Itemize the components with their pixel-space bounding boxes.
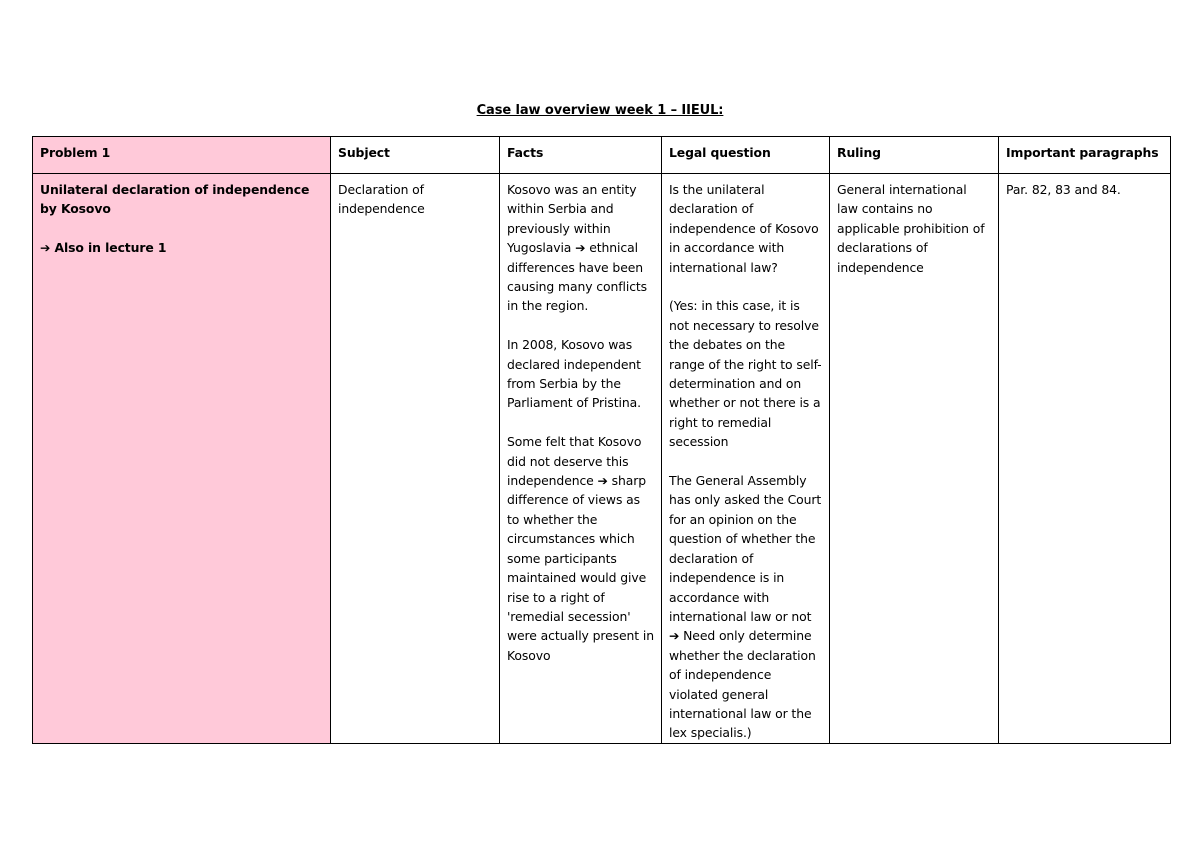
cell-important-paragraphs bbox=[999, 174, 1171, 744]
facts-paragraph: Kosovo was an entity within Serbia and previously within Yugoslavia ➔ ethnical differences have been causing many conflicts in the region. bbox=[507, 182, 648, 314]
header-subject: Subject bbox=[331, 137, 500, 174]
cell-legal-question bbox=[662, 174, 830, 744]
paragraphs-text: Par. 82, 83 and 84. bbox=[1006, 182, 1121, 197]
legal-question-paragraph: Is the unilateral declaration of independence of Kosovo in accordance with international law? bbox=[669, 182, 819, 275]
cell-facts bbox=[500, 174, 662, 744]
subject-text: Declaration of independence bbox=[338, 182, 425, 217]
header-facts: Facts bbox=[500, 137, 662, 174]
legal-question-paragraph: (Yes: in this case, it is not necessary to resolve the debates on the range of the right to self-determination and on whether or not there is a right to remedial secession bbox=[669, 298, 822, 450]
case-law-table bbox=[32, 136, 1171, 744]
header-problem: Problem 1 bbox=[33, 137, 331, 174]
facts-paragraph: In 2008, Kosovo was declared independent from Serbia by the Parliament of Pristina. bbox=[507, 337, 641, 411]
ruling-text: General international law contains no applicable prohibition of declarations of independence bbox=[837, 182, 985, 275]
table-row bbox=[33, 174, 1171, 744]
document-title: Case law overview week 1 – IIEUL: bbox=[476, 103, 724, 118]
table-header-row bbox=[33, 137, 1171, 174]
cell-subject bbox=[331, 174, 500, 744]
facts-paragraph: Some felt that Kosovo did not deserve this independence ➔ sharp difference of views as to whether the circumstances which some participants maintained would give rise to a right of 'remedial secession' were actually present in Kosovo bbox=[507, 434, 654, 663]
lecture-note: ➔ Also in lecture 1 bbox=[40, 240, 167, 256]
header-ruling: Ruling bbox=[830, 137, 999, 174]
case-name: Unilateral declaration of independence by Kosovo bbox=[40, 182, 310, 217]
legal-question-paragraph: The General Assembly has only asked the Court for an opinion on the question of whether the declaration of independence is in accordance with international law or not ➔ Need only determine whether the declaration of independence violated general international law or the lex specialis.) bbox=[669, 473, 822, 741]
header-legal-question: Legal question bbox=[662, 137, 830, 174]
cell-problem bbox=[33, 174, 331, 744]
cell-ruling bbox=[830, 174, 999, 744]
header-important-paragraphs: Important paragraphs bbox=[999, 137, 1171, 174]
